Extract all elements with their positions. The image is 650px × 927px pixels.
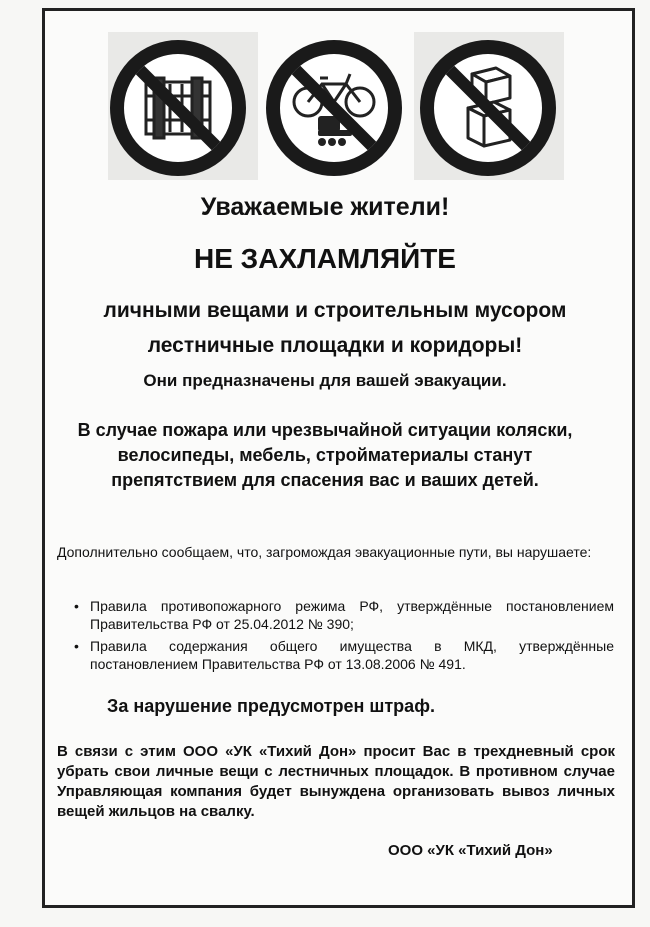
violations-list — [68, 597, 614, 677]
notice-intro: Дополнительно сообщаем, что, загромождая эвакуационные пути, вы нарушаете: — [57, 544, 592, 560]
greeting-heading: Уважаемые жители! — [200, 193, 450, 221]
list-item — [68, 597, 614, 633]
warning-line-2: велосипеды, мебель, стройматериалы станут — [117, 445, 533, 465]
bullet-icon: • — [74, 638, 79, 654]
no-bicycle-rollerblade-sign-icon — [266, 40, 402, 176]
violation-text: Правила содержания общего имущества в МКД, утверждённые постановлением Правительства РФ от 13.08.2006 № 491. — [90, 638, 614, 672]
warning-line-3: препятствием для спасения вас и ваших детей. — [111, 470, 539, 490]
fine-text: За нарушение предусмотрен штраф. — [107, 696, 435, 716]
subheading-line-1: личными вещами и строительным мусором — [103, 299, 567, 322]
signature: ООО «УК «Тихий Дон» — [388, 842, 553, 859]
warning-line-1: В случае пожара или чрезвычайной ситуации коляски, — [77, 420, 573, 440]
main-heading: НЕ ЗАХЛАМЛЯЙТЕ — [194, 243, 456, 274]
list-item — [68, 637, 614, 673]
subheading-line-2: лестничные площадки и коридоры! — [147, 334, 523, 357]
request-paragraph: В связи с этим ООО «УК «Тихий Дон» просит Вас в трехдневный срок убрать свои личные вещи с лестничных площадок. В противном случае Управляющая компания будет вынуждена организовать вывоз личных вещей жильцов на свалку. — [57, 743, 615, 820]
bullet-icon: • — [74, 598, 79, 614]
no-cartons-sign-icon — [420, 40, 556, 176]
purpose-text: Они предназначены для вашей эвакуации. — [143, 371, 507, 390]
no-boxes-sign-icon — [110, 40, 246, 176]
violation-text: Правила противопожарного режима РФ, утверждённые постановлением Правительства РФ от 25.04.2012 № 390; — [90, 598, 614, 632]
